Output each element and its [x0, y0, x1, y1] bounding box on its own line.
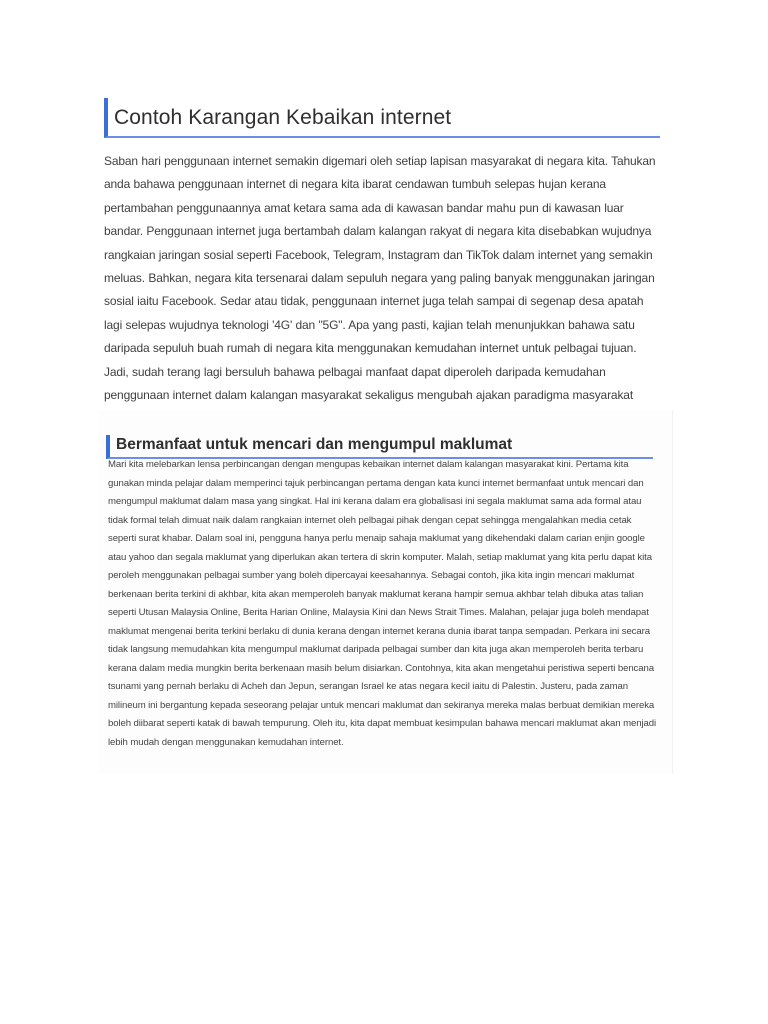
intro-paragraph: Saban hari penggunaan internet semakin digemari oleh setiap lapisan masyarakat di negara kita. Tahukan anda bahawa penggunaan internet di negara kita ibarat cendawan tumbuh selepas hujan kerana pertambahan penggunaannya amat ketara sama ada di kawasan bandar mahu pun di kawasan luar bandar. Penggunaan internet juga bertambah dalam kalangan rakyat di negara kita disebabkan wujudnya rangkaian jaringan sosial seperti Facebook, Telegram, Instagram dan TikTok dalam internet yang semakin meluas. Bahkan, negara kita tersenarai dalam sepuluh negara yang paling banyak menggunakan jaringan sosial iaitu Facebook. Sedar atau tidak, penggunaan internet juga telah sampai di segenap desa apatah lagi selepas wujudnya teknologi '4G' dan "5G". Apa yang pasti, kajian telah menunjukkan bahawa satu daripada sepuluh buah rumah di negara kita menggunakan kemudahan internet untuk pelbagai tujuan. Jadi, sudah terang lagi bersuluh bahawa pelbagai manfaat dapat diperoleh daripada kemudahan penggunaan internet dalam kalangan masyarakat sekaligus mengubah ajakan paradigma masyarakat: [104, 154, 656, 403]
intro-section: [104, 98, 660, 431]
section-paragraph: Mari kita melebarkan lensa perbincangan dengan mengupas kebaikan internet dalam kalangan masyarakat kini. Pertama kita gunakan minda pelajar dalam memperinci tajuk perbincangan pertama dengan kata kunci internet bermanfaat untuk mencari dan mengumpul maklumat dalam masa yang singkat. Hal ini kerana dalam era globalisasi ini segala maklumat sama ada formal atau tidak formal telah dimuat naik dalam rangkaian internet oleh pelbagai pihak dengan cepat sehingga mengalahkan media cetak seperti surat khabar. Dalam soal ini, pengguna hanya perlu menaip sahaja maklumat yang dikehendaki dalam carian enjin google atau yahoo dan segala maklumat yang diperlukan akan tertera di skrin komputer. Malah, setiap maklumat yang kita perlu dapat kita peroleh menggunakan pelbagai sumber yang boleh dipercayai keesahannya. Sebagai contoh, jika kita ingin mencari maklumat berkenaan berita terkini di akhbar, kita akan memperoleh banyak maklumat kerana hampir semua akhbar telah dibuka atas talian seperti Utusan Malaysia Online, Berita Harian Online, Malaysia Kini dan News Strait Times. Malahan, pelajar juga boleh mendapat maklumat mengenai berita terkini berlaku di dunia kerana dengan internet kerana dunia ibarat tanpa sempadan. Perkara ini secara tidak langsung memudahkan kita mengumpul maklumat daripada pelbagai sumber dan kita juga akan memperoleh berita terbaru kerana dalam media mungkin berita berkenaan masih belum disiarkan. Contohnya, kita akan mengetahui peristiwa seperti bencana tsunami yang pernah berlaku di Acheh dan Jepun, serangan Israel ke atas negara kecil iaitu di Palestin. Justeru, pada zaman milineum ini bergantung kepada seseorang pelajar untuk mencari maklumat dan sekiranya mereka malas berbuat demikian mereka boleh diibarat seperti katak di bawah tempurung. Oleh itu, kita dapat membuat kesimpulan bahawa mencari maklumat akan menjadi lebih mudah dengan menggunakan kemudahan internet.: [108, 459, 656, 748]
article-title: Contoh Karangan Kebaikan internet: [104, 98, 660, 138]
benefit-section: [98, 410, 672, 774]
section-heading: Bermanfaat untuk mencari dan mengumpul maklumat: [106, 435, 653, 459]
